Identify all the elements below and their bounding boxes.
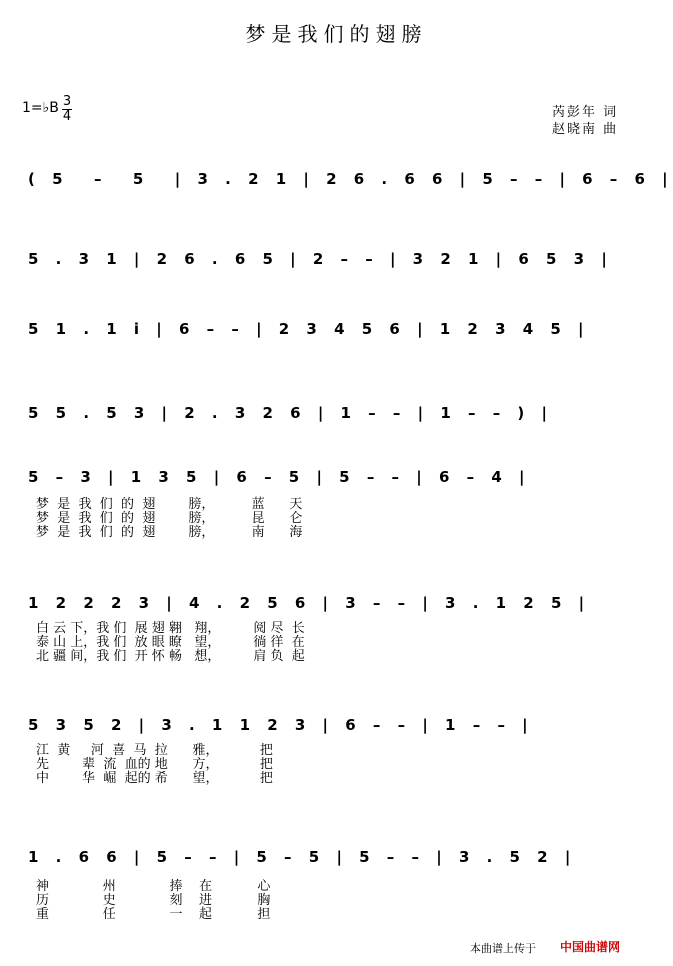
time-top: 3 xyxy=(62,94,72,109)
time-signature xyxy=(62,95,72,124)
lyric-line: 梦 是 我 们 的 翅 膀， 南 海 xyxy=(36,525,303,540)
footer-text: 本曲谱上传于 xyxy=(470,942,536,955)
key-signature: 1=♭B xyxy=(22,100,59,116)
song-title: 梦是我们的翅膀 xyxy=(245,22,428,46)
lyric-line: 白 云 下，我 们 展 翅 翱 翔， 阅 尽 长 xyxy=(36,621,305,636)
lyric-line: 梦 是 我 们 的 翅 膀， 蓝 天 xyxy=(36,497,303,512)
notation-text: 5 3 5 2 | 3 . 1 1 2 3 | 6 – – | 1 – – | xyxy=(28,716,531,734)
lyric-line: 先 辈 流 血的 地 方， 把 xyxy=(36,757,273,772)
lyric-line: 神 州 捧 在 心 xyxy=(36,879,271,894)
lyric-line: 北 疆 间，我 们 开 怀 畅 想， 肩 负 起 xyxy=(36,649,305,664)
lyric-line: 江 黄 河 喜 马 拉 雅， 把 xyxy=(36,743,273,758)
lyricist-credit: 芮彭年 词 xyxy=(552,105,619,120)
site-logo: 中国曲谱网 xyxy=(560,940,621,954)
notation-text: 5 1 . 1 i | 6 – – | 2 3 4 5 6 | 1 2 3 4 5 | xyxy=(28,320,587,338)
score-line xyxy=(0,320,673,360)
composer-credit: 赵晓南 曲 xyxy=(552,122,619,137)
score-line xyxy=(0,170,673,210)
score-line xyxy=(0,250,673,290)
lyric-line: 中 华 崛 起的 希 望， 把 xyxy=(36,771,273,786)
lyric-line: 梦 是 我 们 的 翅 膀， 昆 仑 xyxy=(36,511,303,526)
lyric-line: 历 史 刻 进 胸 xyxy=(36,893,271,908)
notation-text: 1 . 6 6 | 5 – – | 5 – 5 | 5 – – | 3 . 5 2 | xyxy=(28,848,574,866)
lyric-line: 泰 山 上，我 们 放 眼 瞭 望， 徜 徉 在 xyxy=(36,635,305,650)
notation-text: 5 5 . 5 3 | 2 . 3 2 6 | 1 – – | 1 – – ) | xyxy=(28,404,550,422)
credits xyxy=(552,104,618,138)
notation-text: 1 2 2 2 3 | 4 . 2 5 6 | 3 – – | 3 . 1 2 5 | xyxy=(28,594,588,612)
notation-text: 5 – 3 | 1 3 5 | 6 – 5 | 5 – – | 6 – 4 | xyxy=(28,468,528,486)
notation-text: 5 . 3 1 | 2 6 . 6 5 | 2 – – | 3 2 1 | 6 5 3 | xyxy=(28,250,610,268)
lyric-line: 重 任 一 起 担 xyxy=(36,907,271,922)
notation-text: ( 5 – 5 | 3 . 2 1 | 2 6 . 6 6 | 5 – – | 6 – 6 | xyxy=(28,170,671,188)
time-bottom: 4 xyxy=(62,109,72,124)
score-line xyxy=(0,404,673,444)
